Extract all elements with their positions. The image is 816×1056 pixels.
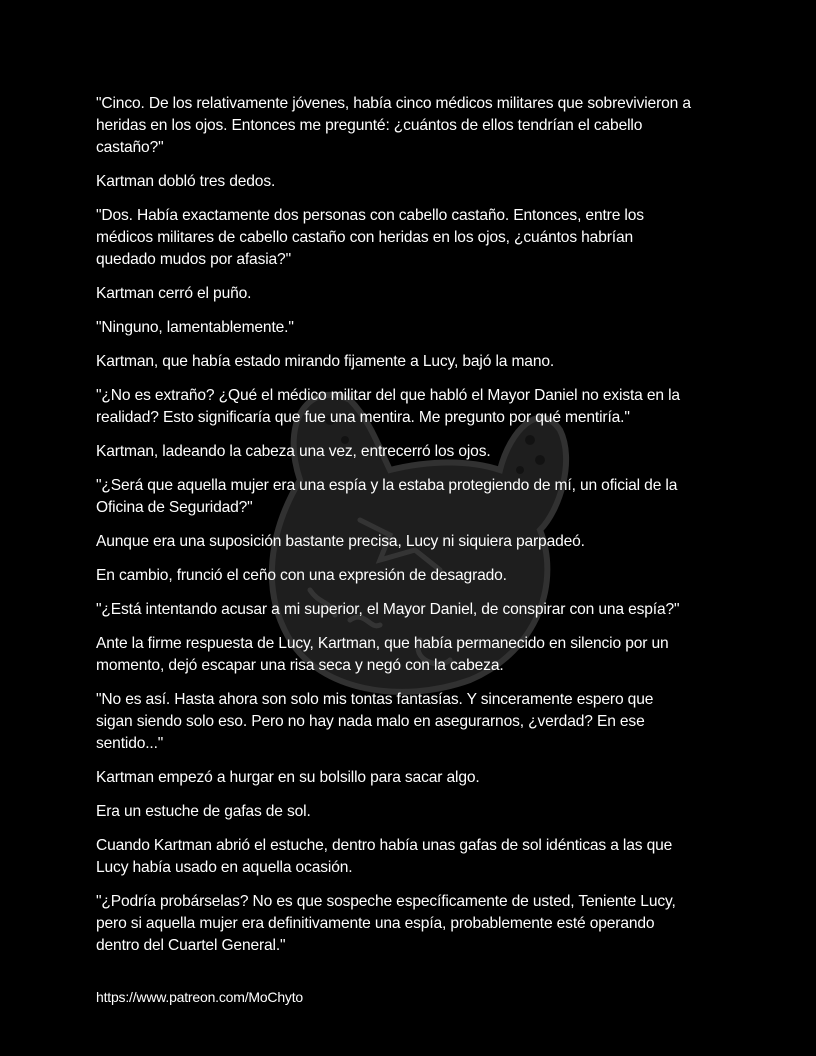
text-line: realidad? Esto significaría que fue una mentira. Me pregunto por qué mentiría." — [96, 409, 630, 426]
text-line: "Dos. Había exactamente dos personas con cabello castaño. Entonces, entre los — [96, 207, 644, 224]
text-line: Kartman, ladeando la cabeza una vez, entrecerró los ojos. — [96, 443, 491, 460]
text-line: Kartman, que había estado mirando fijamente a Lucy, bajó la mano. — [96, 353, 555, 370]
text-line: "¿Podría probárselas? No es que sospeche específicamente de usted, Teniente Lucy, — [96, 893, 676, 910]
text-line: En cambio, frunció el ceño con una expresión de desagrado. — [96, 567, 507, 584]
patreon-link[interactable]: https://www.patreon.com/MoChyto — [96, 989, 303, 1005]
paragraph — [96, 441, 736, 463]
text-line: "¿Será que aquella mujer era una espía y la estaba protegiendo de mí, un oficial de la — [96, 477, 678, 494]
text-line: Oficina de Seguridad?" — [96, 499, 253, 516]
paragraph — [96, 767, 736, 789]
text-line: heridas en los ojos. Entonces me pregunté: ¿cuántos de ellos tendrían el cabello — [96, 117, 643, 134]
paragraph — [96, 531, 736, 553]
text-line: pero si aquella mujer era definitivamente una espía, probablemente esté operando — [96, 915, 655, 932]
text-line: "Ninguno, lamentablemente." — [96, 319, 294, 336]
text-line: Ante la firme respuesta de Lucy, Kartman, que había permanecido en silencio por un — [96, 635, 669, 652]
text-line: Kartman dobló tres dedos. — [96, 173, 276, 190]
text-line: "¿No es extraño? ¿Qué el médico militar del que habló el Mayor Daniel no exista en la — [96, 387, 680, 404]
text-line: castaño?" — [96, 139, 164, 156]
text-line: médicos militares de cabello castaño con heridas en los ojos, ¿cuántos habrían — [96, 229, 633, 246]
text-line: Era un estuche de gafas de sol. — [96, 803, 311, 820]
text-line: Kartman empezó a hurgar en su bolsillo para sacar algo. — [96, 769, 480, 786]
paragraph — [96, 891, 736, 957]
text-line: "Cinco. De los relativamente jóvenes, había cinco médicos militares que sobrevivieron a — [96, 95, 691, 112]
text-line: Aunque era una suposición bastante precisa, Lucy ni siquiera parpadeó. — [96, 533, 585, 550]
text-line: sigan siendo solo eso. Pero no hay nada malo en asegurarnos, ¿verdad? En ese — [96, 713, 645, 730]
paragraph — [96, 93, 736, 159]
text-line: quedado mudos por afasia?" — [96, 251, 291, 268]
paragraph — [96, 317, 736, 339]
paragraph — [96, 475, 736, 519]
paragraph — [96, 385, 736, 429]
paragraph — [96, 835, 736, 879]
text-line: dentro del Cuartel General." — [96, 937, 286, 954]
text-line: "¿Está intentando acusar a mi superior, el Mayor Daniel, de conspirar con una espía?" — [96, 601, 680, 618]
text-line: Lucy había usado en aquella ocasión. — [96, 859, 353, 876]
text-line: Kartman cerró el puño. — [96, 285, 252, 302]
paragraph — [96, 633, 736, 677]
paragraph — [96, 599, 736, 621]
paragraph — [96, 171, 736, 193]
paragraph — [96, 801, 736, 823]
text-line: momento, dejó escapar una risa seca y negó con la cabeza. — [96, 657, 504, 674]
paragraph — [96, 689, 736, 755]
text-line: "No es así. Hasta ahora son solo mis tontas fantasías. Y sinceramente espero que — [96, 691, 654, 708]
paragraph — [96, 565, 736, 587]
paragraph — [96, 351, 736, 373]
text-line: Cuando Kartman abrió el estuche, dentro había unas gafas de sol idénticas a las que — [96, 837, 673, 854]
text-line: sentido..." — [96, 735, 164, 752]
paragraph — [96, 205, 736, 271]
paragraph — [96, 283, 736, 305]
document-body — [96, 93, 736, 969]
